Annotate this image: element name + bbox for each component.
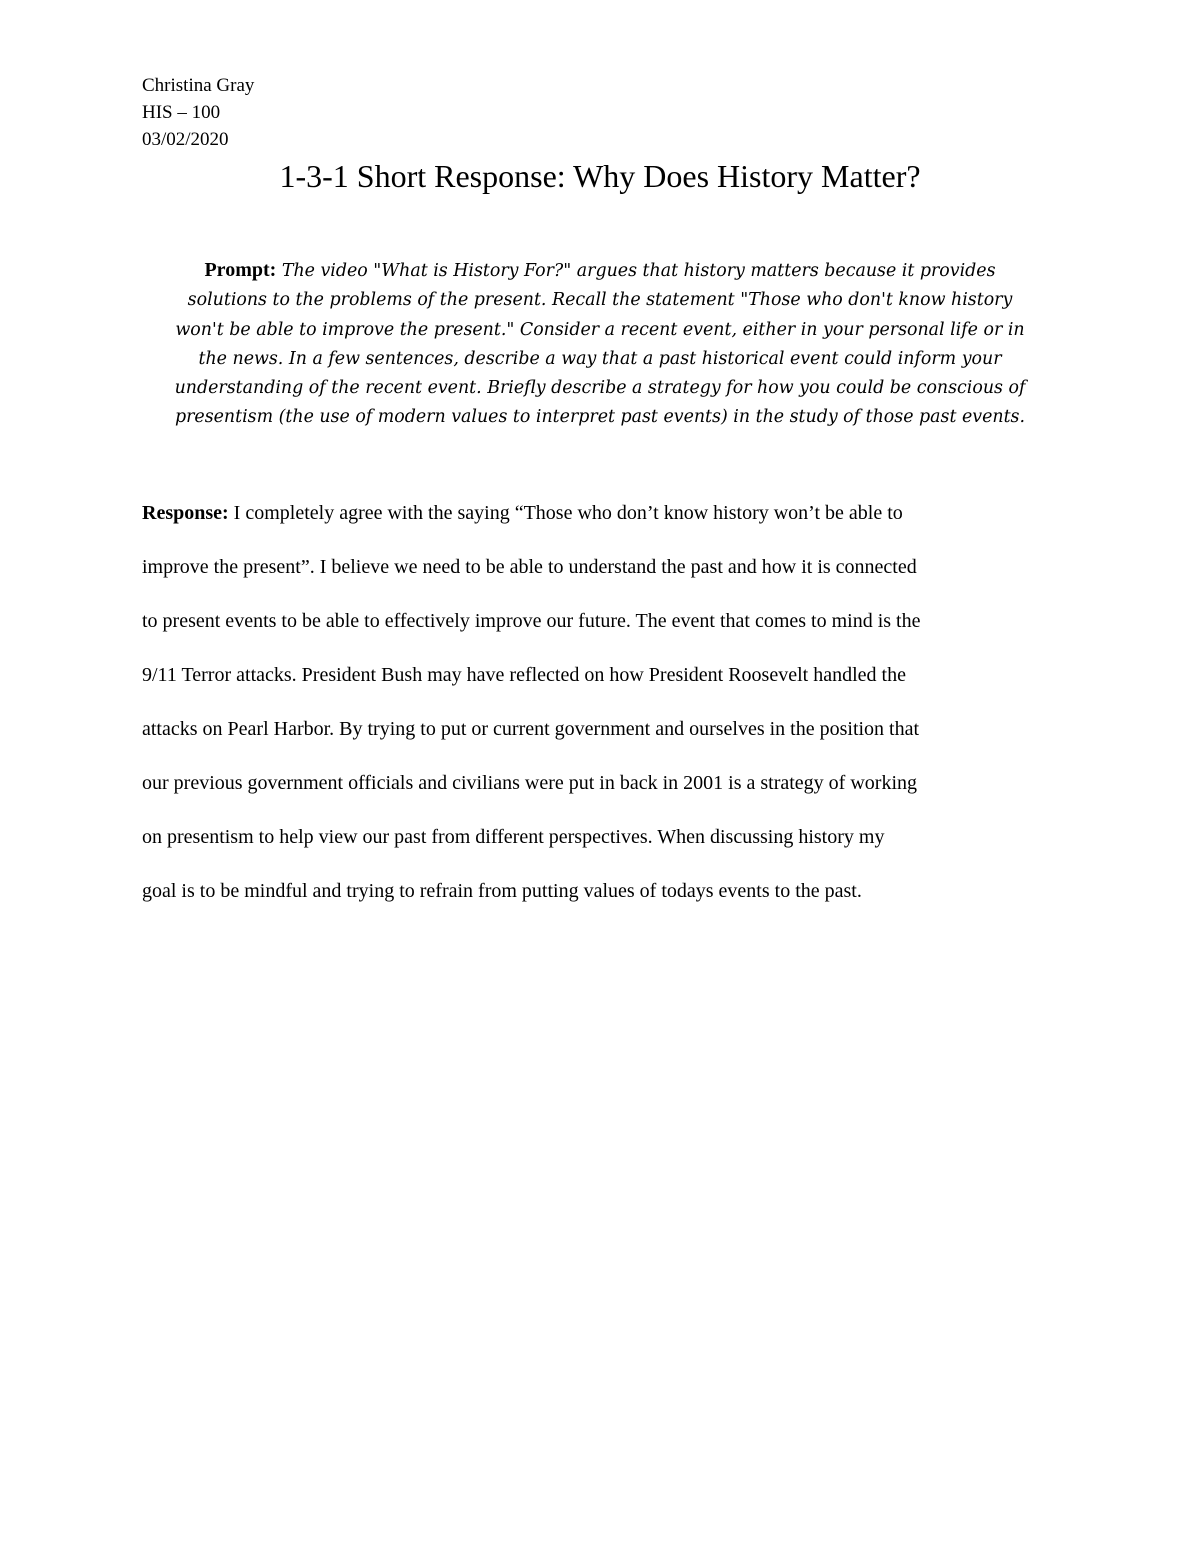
response-line: on presentism to help view our past from different perspectives. When discussing history my xyxy=(142,826,885,848)
response-line: improve the present”. I believe we need to be able to understand the past and how it is connected xyxy=(142,556,917,578)
prompt-paragraph xyxy=(136,256,1064,433)
response-line: our previous government officials and civilians were put in back in 2001 is a strategy of working xyxy=(142,772,917,794)
response-label: Response: xyxy=(142,502,229,524)
response-line: goal is to be mindful and trying to refrain from putting values of todays events to the past. xyxy=(142,880,862,902)
document-date: 03/02/2020 xyxy=(142,129,229,150)
course-code: HIS – 100 xyxy=(142,102,221,123)
author-name: Christina Gray xyxy=(142,75,255,96)
response-line: to present events to be able to effectively improve our future. The event that comes to mind is the xyxy=(142,610,921,632)
prompt-line: the news. In a few sentences, describe a way that a past historical event could inform your xyxy=(198,348,1002,369)
prompt-line: presentism (the use of modern values to interpret past events) in the study of those past events. xyxy=(174,407,1026,428)
prompt-label: Prompt: xyxy=(204,259,277,281)
response-text: I completely agree with the saying “Those who don’t know history won’t be able to xyxy=(228,502,903,524)
prompt-line: won't be able to improve the present." Consider a recent event, either in your personal life or in xyxy=(175,319,1025,340)
response-line: 9/11 Terror attacks. President Bush may have reflected on how President Roosevelt handled the xyxy=(142,664,906,686)
document-header xyxy=(142,72,254,153)
prompt-line: solutions to the problems of the present. Recall the statement "Those who don't know history xyxy=(187,290,1013,311)
response-line: attacks on Pearl Harbor. By trying to put or current government and ourselves in the position that xyxy=(142,718,920,740)
prompt-line: understanding of the recent event. Briefly describe a strategy for how you could be conscious of xyxy=(174,378,1026,399)
document-title: 1-3-1 Short Response: Why Does History Matter? xyxy=(279,158,921,194)
response-paragraph xyxy=(142,486,1072,918)
response-line xyxy=(142,486,1072,540)
prompt-line xyxy=(136,256,1064,286)
prompt-text: The video "What is History For?" argues that history matters because it provides xyxy=(276,261,996,281)
